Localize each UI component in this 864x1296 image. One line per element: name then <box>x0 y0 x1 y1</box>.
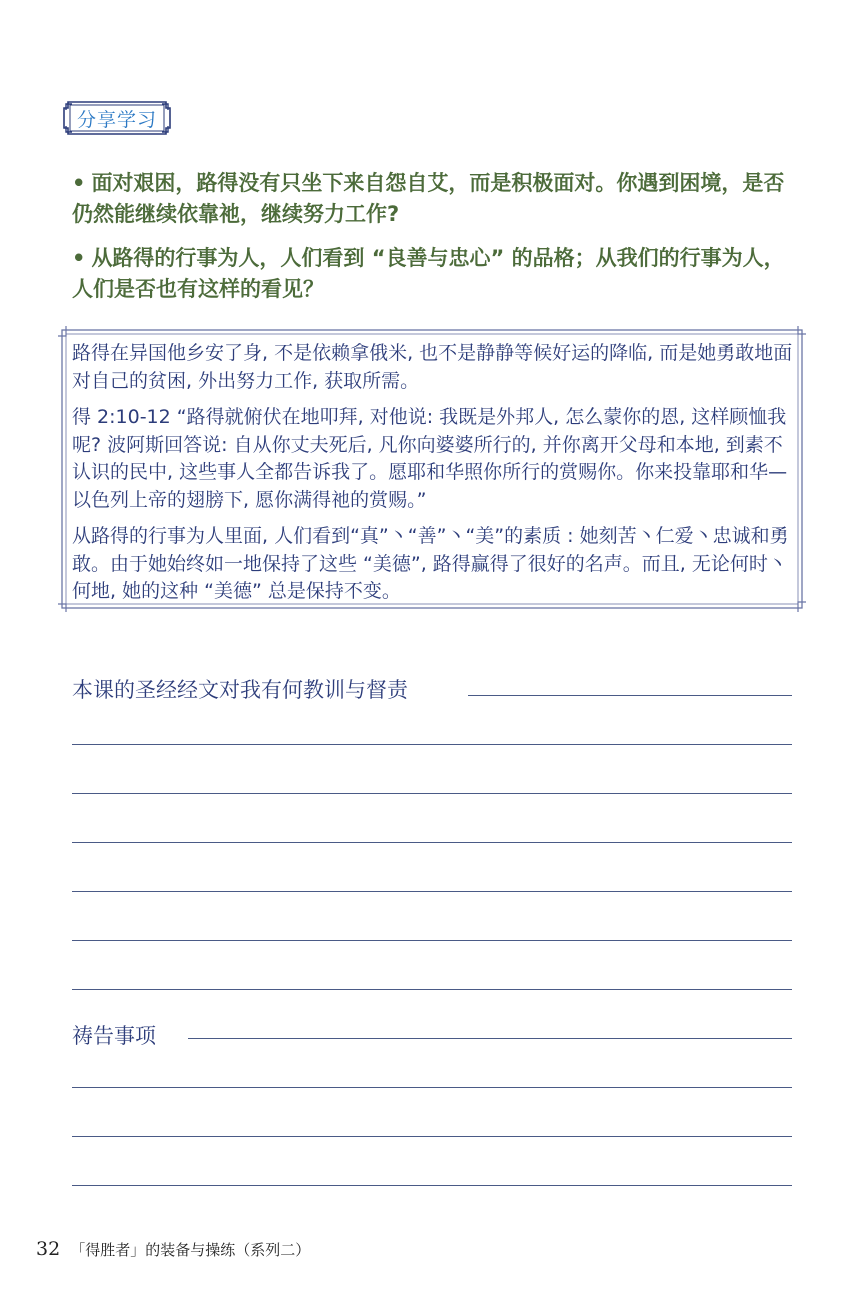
title-rule <box>188 1038 792 1039</box>
writing-line[interactable] <box>72 989 792 990</box>
writing-line[interactable] <box>72 1185 792 1186</box>
commentary-box <box>58 326 806 612</box>
page-number: 32 <box>36 1238 61 1260</box>
section-badge <box>60 98 174 138</box>
writing-line[interactable] <box>72 891 792 892</box>
writing-line[interactable] <box>72 793 792 794</box>
reflection-title: 本课的圣经经文对我有何教训与督责 <box>72 676 426 704</box>
question-item <box>72 168 796 230</box>
page-footer <box>36 1238 310 1260</box>
title-rule <box>468 695 792 696</box>
writing-line[interactable] <box>72 1136 792 1137</box>
book-title: 「得胜者」的装备与操练（系列二） <box>70 1240 311 1259</box>
bullet-glyph: • <box>72 171 86 195</box>
badge-label: 分享学习 <box>76 108 157 131</box>
writing-line[interactable] <box>72 1087 792 1088</box>
scripture-paragraph: 得 2:10-12 “路得就俯伏在地叩拜, 对他说: 我既是外邦人, 怎么蒙你的恩, 这样顾恤我呢? 波阿斯回答说: 自从你丈夫死后, 凡你向婆婆所行的, 并你离开父母和本地, 到素不认识的民中, 这些事人全都告诉我了。愿耶和华照你所行的赏赐你。你来投靠耶和华—以色列上帝的翅膀下, 愿你满得祂的赏赐。” <box>72 406 788 511</box>
prayer-section <box>72 1022 792 1192</box>
bullet-glyph: • <box>72 246 86 270</box>
writing-line[interactable] <box>72 842 792 843</box>
commentary-text <box>72 340 794 615</box>
commentary-paragraph: 从路得的行事为人里面, 人们看到“真”丶“善”丶“美”的素质 : 她刻苦丶仁爱丶忠诚和勇敢。由于她始终如一地保持了这些 “美德”, 路得赢得了很好的名声。而且, 无论何时丶何地, 她的这种 “美德” 总是保持不变。 <box>72 525 789 602</box>
reflection-section <box>72 676 792 996</box>
question-text: 面对艰困，路得没有只坐下来自怨自艾，而是积极面对。你遇到困境，是否仍然能继续依靠祂，继续努力工作? <box>72 171 785 226</box>
prayer-title: 祷告事项 <box>72 1022 174 1050</box>
commentary-paragraph: 路得在异国他乡安了身, 不是依赖拿俄米, 也不是静静等候好运的降临, 而是她勇敢地面对自己的贫困, 外出努力工作, 获取所需。 <box>72 342 793 392</box>
writing-line[interactable] <box>72 744 792 745</box>
question-item <box>72 243 796 305</box>
writing-line[interactable] <box>72 940 792 941</box>
discussion-questions <box>72 168 796 318</box>
question-text: 从路得的行事为人，人们看到 “良善与忠心” 的品格；从我们的行事为人，人们是否也有这样的看见？ <box>72 246 785 301</box>
